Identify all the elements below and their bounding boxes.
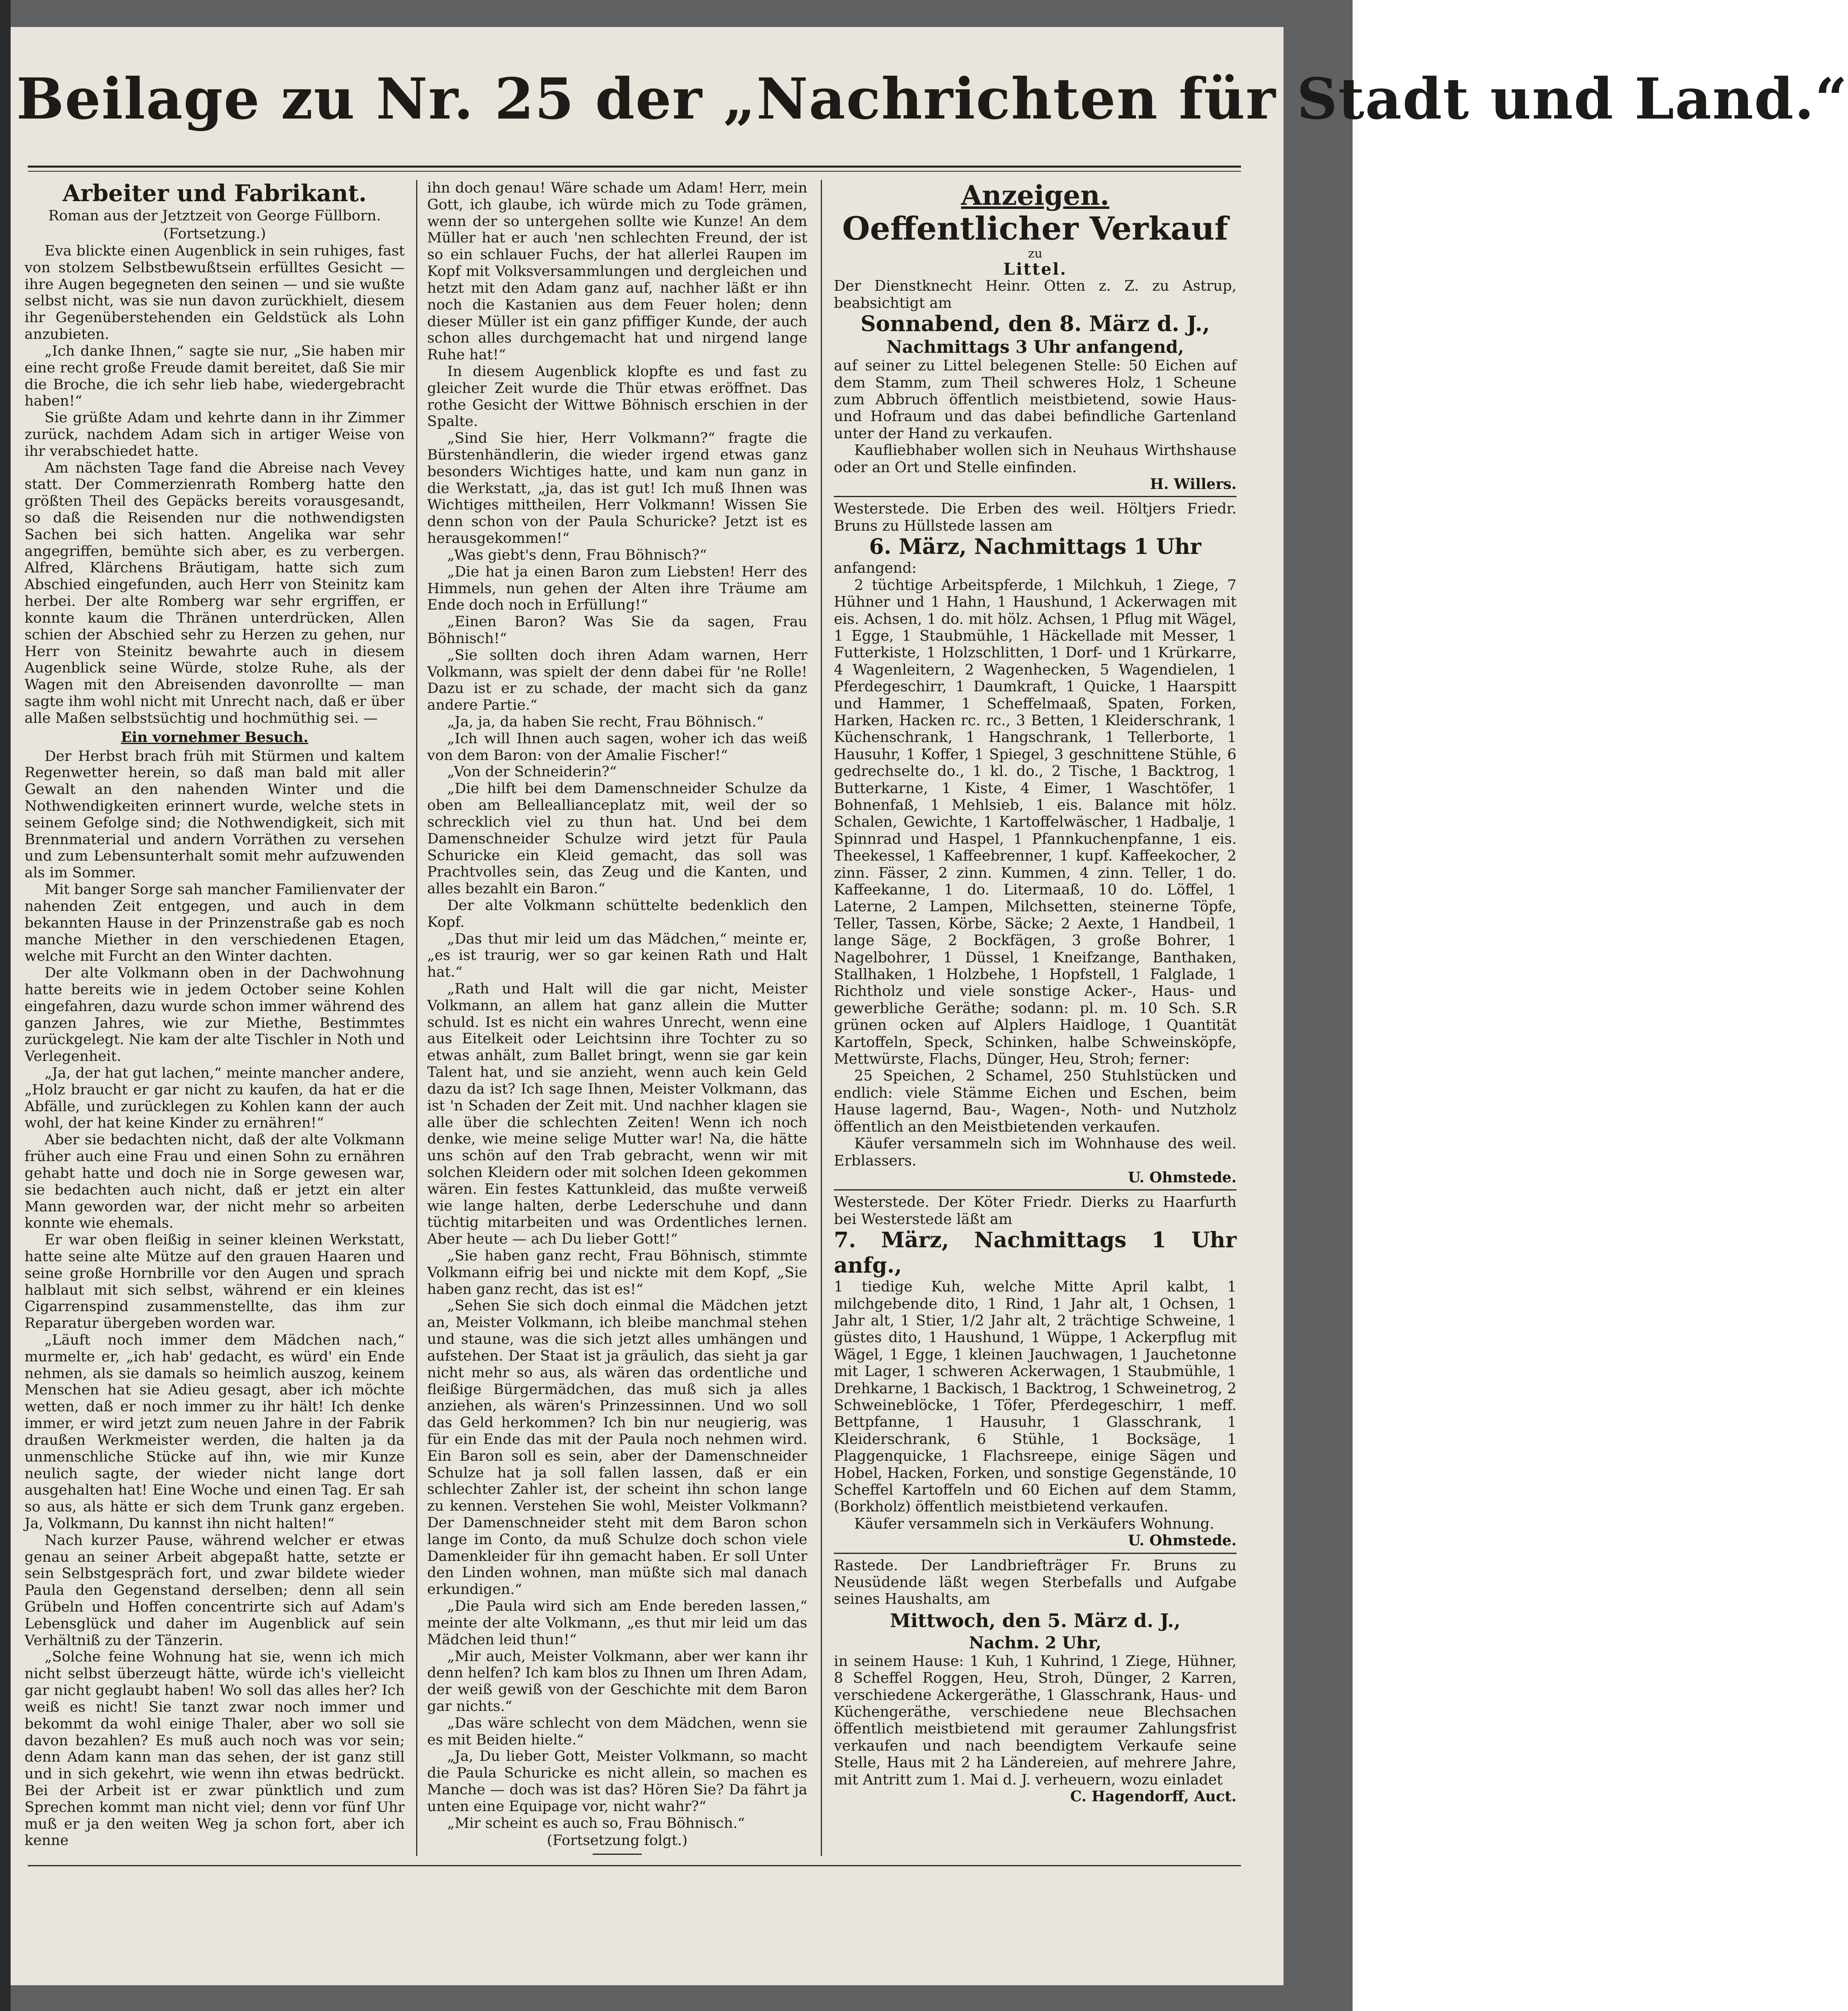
paragraph: „Einen Baron? Was Sie da sagen, Frau Böhnisch!“ [427, 614, 807, 647]
paragraph: „Die Paula wird sich am Ende bereden lassen,“ meinte der alte Volkmann, „es thut mir leid um das Mädchen leid thun!“ [427, 1598, 807, 1648]
paragraph: „Sie haben ganz recht, Frau Böhnisch, stimmte Volkmann eifrig bei und nickte mit dem Kopf, „Sie haben ganz recht, das ist es!“ [427, 1248, 807, 1298]
ad-haarfurth [834, 1194, 1236, 1549]
ad-date: Sonnabend, den 8. März d. J., [860, 312, 1210, 337]
paragraph: Der alte Volkmann schüttelte bedenklich den Kopf. [427, 897, 807, 930]
ad-anfangend: anfangend: [834, 560, 917, 577]
ads-heading: Anzeigen. [961, 179, 1109, 211]
novel-title: Arbeiter und Fabrikant. [63, 180, 367, 207]
bottom-rule [28, 1865, 1241, 1866]
paragraph: „Solche feine Wohnung hat sie, wenn ich mich nicht selbst überzeugt hätte, würde ich's vielleicht gar nicht geglaubt haben! Wo soll das alles her? Ich weiß es nicht! Sie tanzt zwar noch immer und bekommt da wohl einige Thaler, aber wo soll sie davon bezahlen? Es muß auch noch was vor sein; denn Adam kann man das sehen, der ist ganz still und in sich gekehrt, wie wenn ihn etwas bedrückt. Bei der Arbeit ist er zwar pünktlich und zum Sprechen kommt man nicht viel; denn vor fünf Uhr muß er ja den weiten Weg ja schon fort, aber ich kenne [25, 1649, 405, 1849]
ad-huellstede [834, 500, 1236, 1186]
paragraph: „Die hilft bei dem Damenschneider Schulze da oben am Belleallianceplatz mit, weil der so schrecklich viel zu thun hat. Und bei dem Damenschneider Schulze wird jetzt für Paula Schuricke ein Kleid gemacht, das soll was Prachtvolles sein, das Zeug und die Kanten, und alles bezahlt ein Baron.“ [427, 780, 807, 897]
ad-body-2: 25 Speichen, 2 Schamel, 250 Stuhlstücken und endlich: viele Stämme Eichen und Eschen, beim Hause lagernd, Bau-, Wagen-, Noth- und Nutzholz öffentlich an den Meistbietenden verkaufen. [834, 1067, 1236, 1135]
novel-continued: (Fortsetzung.) [163, 226, 266, 242]
ad-signature: C. Hagendorff, Auct. [1070, 1788, 1236, 1805]
ad-body: 2 tüchtige Arbeitspferde, 1 Milchkuh, 1 Ziege, 7 Hühner und 1 Hahn, 1 Haushund, 1 Ackerwagen mit eis. Achsen, 1 do. mit hölz. Achsen, 1 Pflug mit Wägel, 1 Egge, 1 Staubmühle, 1 Häckellade mit Messer, 1 Futterkiste, 1 Holzschlitten, 1 Dorf- und 1 Krürkarre, 4 Wagenleitern, 2 Wagenhecken, 5 Wagendielen, 1 Pferdegeschirr, 1 Daumkraft, 1 Quicke, 1 Haarspitt und Hammer, 1 Scheffelmaaß, Spaten, Forken, Harken, Hacken rc. rc., 3 Betten, 1 Kleiderschrank, 1 Küchenschrank, 1 Hangschrank, 1 Tellerborte, 1 Hausuhr, 1 Koffer, 1 Spiegel, 3 geschnittene Stühle, 6 gedrechselte do., 1 kl. do., 2 Tische, 1 Backtrog, 1 Butterkarne, 1 Kiste, 4 Eimer, 1 Waschtöfer, 1 Bohnenfaß, 1 Mehlsieb, 1 eis. Balance mit hölz. Schalen, Gewichte, 1 Kartoffelwäscher, 1 Hadbalje, 1 Spinnrad und Haspel, 1 Pfannkuchenpfanne, 1 eis. Theekessel, 1 Kaffeebrenner, 1 kupf. Kaffeekocher, 2 zinn. Fässer, 2 zinn. Kummen, 4 zinn. Teller, 1 do. Kaffeekanne, 1 do. Litermaaß, 10 do. Löffel, 1 Laterne, 2 Lampen, Milchsetten, steinerne Töpfe, Teller, Tassen, Körbe, Säcke; 2 Aexte, 1 Handbeil, 1 lange Säge, 2 Bockfägen, 3 große Bohrer, 1 Nagelbohrer, 1 Düssel, 1 Kneifzange, Banthaken, Stallhaken, 1 Holzbehe, 1 Hopfstell, 1 Falglade, 1 Richtholz und viele sonstige Acker-, Haus- und gewerbliche Geräthe; sodann: pl. m. 10 Sch. S.R grünen ocken auf Alplers Haidloge, 1 Quantität Kartoffeln, Speck, Schinken, halbe Schweinsköpfe, Mettwürste, Flachs, Dünger, Heu, Stroh; ferner: [834, 576, 1236, 1068]
novel-subtitle: Roman aus der Jetztzeit von George Füllborn. [48, 208, 381, 224]
paragraph: „Mir scheint es auch so, Frau Böhnisch.“ [447, 1815, 745, 1832]
column-serial-continued [427, 180, 807, 1855]
paragraph: „Das wäre schlecht von dem Mädchen, wenn sie es mit Beiden hielte.“ [427, 1715, 807, 1748]
masthead-rule-thin [28, 171, 1241, 172]
ad-body: auf seiner zu Littel belegenen Stelle: 50 Eichen auf dem Stamm, zum Theil schweres Holz, 1 Scheune zum Abbruch öffentlich meistbietend, sowie Haus- und Hofraum und das dabei befindliche Gartenland unter der Hand zu verkaufen. [834, 357, 1236, 442]
ad-intro: Westerstede. Die Erben des weil. Höltjers Friedr. Bruns zu Hüllstede lassen am [834, 500, 1236, 534]
paragraph: „Läuft noch immer dem Mädchen nach,“ murmelte er, „ich hab' gedacht, es würd' ein Ende nehmen, als sie damals so heimlich auszog, keinem Menschen hat sie Adieu gesagt, aber ich möchte wetten, daß er noch immer zu ihr hält! Ich denke immer, er wird jetzt zum neuen Jahre in der Fabrik draußen Werkmeister werden, die halten ja da unmenschliche Stücke auf ihn, wie mir Kunze neulich sagte, der wieder nicht lange dort ausgehalten hat! Eine Woche und einen Tag. Er sah so aus, als hätte er sich dem Trunk ganz ergeben. Ja, Volkmann, Du kannst ihn nicht halten!“ [25, 1332, 405, 1532]
ad-littel [834, 211, 1236, 493]
column-divider [821, 180, 822, 1856]
masthead: Beilage zu Nr. 25 der „Nachrichten für Stadt und Land.“ [16, 65, 1848, 132]
paragraph: Aber sie bedachten nicht, daß der alte Volkmann früher auch eine Frau und einen Sohn zu ernähren gehabt hatte und doch nie in Sorge gewesen war, sie bedachten auch nicht, daß er jetzt ein alter Mann geworden war, der nicht mehr so arbeiten konnte wie ehemals. [25, 1132, 405, 1232]
ad-date: 7. März, Nachmittags 1 Uhr anfg., [834, 1228, 1236, 1278]
ad-time: Nachmittags 3 Uhr anfangend, [886, 337, 1184, 357]
paragraph: „Sind Sie hier, Herr Volkmann?“ fragte die Bürstenhändlerin, die wieder irgend etwas ganz besonders Wichtiges hatte, und kam nun ganz in die Werkstatt, „ja, das ist gut! Ich muß Ihnen was Wichtiges mittheilen, Herr Volkmann! Wissen Sie denn schon von der Paula Schuricke? Jetzt ist es herausgekommen!“ [427, 430, 807, 547]
ad-buyers: Käufer versammeln sich in Verkäufers Wohnung. [854, 1515, 1214, 1532]
paragraph: In diesem Augenblick klopfte es und fast zu gleicher Zeit wurde die Thür etwas eröffnet. Das rothe Gesicht der Wittwe Böhnisch erschien in der Spalte. [427, 363, 807, 430]
paragraph: „Die hat ja einen Baron zum Liebsten! Herr des Himmels, nun gehen der Alten ihre Träume am Ende doch noch in Erfüllung!“ [427, 563, 807, 614]
paragraph: „Ich will Ihnen auch sagen, woher ich das weiß von dem Baron: von der Amalie Fischer!“ [427, 730, 807, 764]
ad-place: Littel. [1003, 260, 1067, 279]
end-rule [593, 1854, 642, 1855]
ad-zu: zu [1028, 247, 1043, 261]
masthead-rule [28, 166, 1241, 168]
paragraph: „Sehen Sie sich doch einmal die Mädchen jetzt an, Meister Volkmann, ich bleibe manchmal stehen und staune, was die sich jetzt alles umhängen und aufstehen. Der Staat ist ja gräulich, das sieht ja gar nicht mehr so aus, als wären das ordentliche und fleißige Bürgermädchen, das muß sich ja alles anziehen, als wären's Prinzessinnen. Und wo soll das Geld herkommen? Ich bin nur neugierig, was für ein Ende das mit der Paula noch nehmen wird. Ein Baron soll es sein, aber der Damenschneider Schulze hat ja soll fallen lassen, daß er ein schlechter Zahler ist, der scheint ihn schon lange zu kennen. Verstehen Sie wohl, Meister Volkmann? Der Damenschneider steht mit dem Baron schon lange im Conto, da muß Schulze doch schon viele Damenkleider für ihn gemacht haben. Er soll Unter den Linden wohnen, man müßte sich mal danach erkundigen.“ [427, 1298, 807, 1598]
paragraph: „Sie sollten doch ihren Adam warnen, Herr Volkmann, was spielt der denn dabei für 'ne Rolle! Dazu ist er zu schade, der macht sich da ganz andere Partie.“ [427, 647, 807, 714]
ad-neusuedende [834, 1557, 1236, 1805]
paragraph: Am nächsten Tage fand die Abreise nach Vevey statt. Der Commerzienrath Romberg hatte den größten Theil des Gepäcks bereits vorausgesandt, so daß die Reisenden nur die nothwendigsten Sachen bei sich hatten. Angelika war sehr angegriffen, bemühte sich aber, es zu verbergen. Alfred, Klärchens Bräutigam, hatte sich zum Abschied eingefunden, auch Herr von Steinitz kam herbei. Der alte Romberg war sehr ergriffen, er konnte kaum die Thränen unterdrücken, Allen schien der Abschied sehr zu Herzen zu gehen, nur Herr von Steinitz bewahrte auch in diesem Augenblick seine Würde, stolze Ruhe, als der Wagen mit den Abreisenden davonrollte — man sagte ihm wohl nicht mit Unrecht nach, daß er über alle Maßen selbstsüchtig und hochmüthig sei. — [25, 460, 405, 726]
paragraph: „Rath und Halt will die gar nicht, Meister Volkmann, an allem hat ganz allein die Mutter schuld. Ist es nicht ein wahres Unrecht, wenn eine aus Eitelkeit oder Leichtsinn ihre Tochter zu so etwas anhält, zum Ballet bringt, wenn sie gar kein Talent hat, und sie anzieht, wenn auch kein Geld dazu da ist? Ich sage Ihnen, Meister Volkmann, das ist 'n Schaden der Zeit mit. Und nachher klagen sie alle über die schlechten Zeiten! Wenn ich noch denke, wie meine selige Mutter war! Na, die hätte uns schön auf den Trab gebracht, wenn wir mit solchen Kleidern oder mit solchen Ideen gekommen wären. Ein festes Kattunkleid, das mußte verweiß wie lange halten, derbe Lederschuhe und dann tüchtig mitarbeiten und was Ordentliches lernen. Aber heute — ach Du lieber Gott!“ [427, 981, 807, 1248]
ad-separator [834, 1189, 1236, 1190]
ad-title: Oeffentlicher Verkauf [842, 210, 1228, 247]
paragraph: Der alte Volkmann oben in der Dachwohnung hatte bereits wie in jedem October seine Kohlen eingefahren, dazu wurde schon immer während des ganzen Jahres, wie zur Miethe, Bestimmtes zurückgelegt. Nie kam der alte Tischler in Noth und Verlegenheit. [25, 965, 405, 1065]
ad-intro: Rastede. Der Landbriefträger Fr. Bruns zu Neusüdende läßt wegen Sterbefalls und Aufgabe seines Haushalts, am [834, 1557, 1236, 1608]
ad-intro: Der Dienstknecht Heinr. Otten z. Z. zu Astrup, beabsichtigt am [834, 278, 1236, 312]
column-advertisements [834, 180, 1236, 1805]
ad-body: 1 tiedige Kuh, welche Mitte April kalbt, 1 milchgebende dito, 1 Rind, 1 Jahr alt, 1 Ochsen, 1 Jahr alt, 1 Stier, 1/2 Jahr alt, 2 trächtige Schweine, 1 güstes dito, 1 Haushund, 1 Wüppe, 1 Ackerpflug mit Wägel, 1 Egge, 1 kleinen Jauchwagen, 1 Jauchetonne mit Lager, 1 schweren Ackerwagen, 1 Staubmühle, 1 Drehkarne, 1 Backisch, 1 Backtrog, 1 Schweinetrog, 2 Schweineblöcke, 1 Töfer, Pferdegeschirr, 1 meff. Bettpfanne, 1 Hausuhr, 1 Glasschrank, 1 Kleiderschrank, 6 Stühle, 1 Bocksäge, 1 Plaggenquicke, 1 Flachsreepe, einige Sägen und Hobel, Hacken, Forken, und sonstige Gegenstände, 10 Scheffel Kartoffeln und 60 Eichen auf dem Stamm, (Borkholz) öffentlich meistbietend verkaufen. [834, 1278, 1236, 1516]
paragraph: „Ja, ja, da haben Sie recht, Frau Böhnisch.“ [447, 714, 764, 730]
paragraph: „Ich danke Ihnen,“ sagte sie nur, „Sie haben mir eine recht große Freude damit bereitet, daß Sie mir die Broche, die ich sehr lieb habe, wiedergebracht haben!“ [25, 343, 405, 410]
column-divider [416, 180, 417, 1856]
ad-buyers: Käufer versammeln sich im Wohnhause des weil. Erblassers. [834, 1135, 1236, 1169]
paragraph: Sie grüßte Adam und kehrte dann in ihr Zimmer zurück, nachdem Adam sich in artiger Weise von ihr verabschiedet hatte. [25, 410, 405, 460]
ad-body: in seinem Hause: 1 Kuh, 1 Kuhrind, 1 Ziege, Hühner, 8 Scheffel Roggen, Heu, Stroh, Dünger, 2 Karren, verschiedene Ackergeräthe, 1 Glasschrank, Haus- und Küchengeräthe, verschiedene neue Blechsachen öffentlich meistbietend mit geraumer Zahlungsfrist verkaufen und nach beendigtem Verkaufe seine Stelle, Haus mit 2 ha Ländereien, auf mehrere Jahre, mit Antritt zum 1. Mai d. J. verheuern, wozu einladet [834, 1652, 1236, 1788]
paragraph: Mit banger Sorge sah mancher Familienvater der nahenden Zeit entgegen, und auch in dem bekannten Hause in der Prinzenstraße gab es noch manche Miether in den verschiedenen Etagen, welche mit Furcht an den Winter dachten. [25, 881, 405, 965]
ad-separator [834, 496, 1236, 497]
paragraph: Nach kurzer Pause, während welcher er etwas genau an seiner Arbeit abgepaßt hatte, setzte er sein Selbstgespräch fort, und zwar bildete wieder Paula den Gegenstand derselben; denn all sein Grübeln und Hoffen concentrirte sich auf Adam's Lebensglück und daher im Augenblick auf sein Verhältniß zu der Tänzerin. [25, 1532, 405, 1649]
ad-date: Mittwoch, den 5. März d. J., [889, 1609, 1181, 1632]
ad-signature: U. Ohmstede. [1128, 1532, 1236, 1549]
ad-separator [834, 1553, 1236, 1554]
ad-signature: H. Willers. [1150, 476, 1236, 493]
paragraph: Der Herbst brach früh mit Stürmen und kaltem Regenwetter herein, so daß man bald mit aller Gewalt an den nahenden Winter und die Nothwendigkeiten erinnert wurde, welche stets in seinem Gefolge sind; die Nothwendigkeit, sich mit Brennmaterial und andern Vorräthen zu versehen und zum Lebensunterhalt somit mehr aufzuwenden als im Sommer. [25, 748, 405, 881]
ad-time: Nachm. 2 Uhr, [969, 1633, 1102, 1652]
ad-intro: Westerstede. Der Köter Friedr. Dierks zu Haarfurth bei Westerstede läßt am [834, 1194, 1236, 1228]
paragraph: ihn doch genau! Wäre schade um Adam! Herr, mein Gott, ich glaube, ich würde mich zu Tode grämen, wenn der so untergehen sollte wie Kunze! An dem Müller hat er auch 'nen schlechten Freund, der ist so ein schlauer Fuchs, der hat allerlei Raupen im Kopf mit Volksversammlungen und dergleichen und hetzt mit den Adam ganz auf, nachher läßt er ihn noch die Kastanien aus dem Feuer holen; denn dieser Müller ist ein ganz pfiffiger Kunde, der auch schon alles durchgemacht hat und nirgend lange Ruhe hat!“ [427, 180, 807, 363]
paragraph: Eva blickte einen Augenblick in sein ruhiges, fast von stolzem Selbstbewußtsein erfülltes Gesicht — ihre Augen begegneten den seinen — und sie wußte selbst nicht, was sie nun davon zurückhielt, diesem ihr Gegenüberstehenden ein Geldstück als Lohn anzubieten. [25, 243, 405, 343]
scan-left-edge [0, 0, 11, 2011]
paragraph: „Ja, der hat gut lachen,“ meinte mancher andere, „Holz braucht er gar nicht zu kaufen, da hat er die Abfälle, und zurücklegen zu Kohlen kann der auch wohl, der hat keine Kinder zu ernähren!“ [25, 1065, 405, 1132]
section-heading: Ein vornehmer Besuch. [121, 729, 309, 746]
paragraph: „Was giebt's denn, Frau Böhnisch?“ [447, 547, 707, 563]
paragraph: „Von der Schneiderin?“ [447, 764, 617, 780]
paragraph: „Ja, Du lieber Gott, Meister Volkmann, so macht die Paula Schuricke es nicht allein, so machen es Manche — doch was ist das? Hören Sie? Da fährt ja unten eine Equipage vor, nicht wahr?“ [427, 1748, 807, 1815]
ad-date: 6. März, Nachmittags 1 Uhr [869, 534, 1201, 560]
to-be-continued: (Fortsetzung folgt.) [547, 1832, 688, 1849]
ad-signature: U. Ohmstede. [1128, 1169, 1236, 1186]
paragraph: „Das thut mir leid um das Mädchen,“ meinte er, „es ist traurig, wer so gar keinen Rath und Halt hat.“ [427, 930, 807, 981]
ad-buyers: Kaufliebhaber wollen sich in Neuhaus Wirthshause oder an Ort und Stelle einfinden. [834, 442, 1236, 476]
column-serial-novel [25, 180, 405, 1849]
paragraph: „Mir auch, Meister Volkmann, aber wer kann ihr denn helfen? Ich kam blos zu Ihnen um Ihren Adam, der weiß gewiß von der Geschichte mit dem Baron gar nichts.“ [427, 1648, 807, 1715]
paragraph: Er war oben fleißig in seiner kleinen Werkstatt, hatte seine alte Mütze auf den grauen Haaren und seine große Hornbrille vor den Augen und sprach halblaut mit sich selbst, während er ein kleines Cigarrenspind zusammenstellte, das ihm zur Reparatur übergeben worden war. [25, 1232, 405, 1332]
